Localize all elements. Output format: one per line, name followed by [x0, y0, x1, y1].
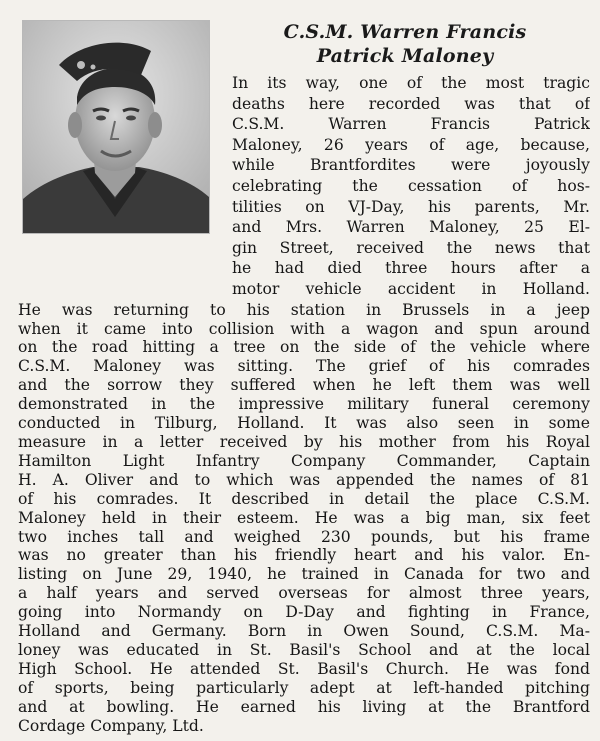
body-line: deaths here recorded was that of	[232, 94, 590, 113]
body-line: tilities on VJ-Day, his parents, Mr.	[232, 197, 590, 216]
body-line: while Brantfordites were joyously	[232, 156, 590, 175]
body-line: and at bowling. He earned his living at the Brantford	[18, 697, 590, 716]
portrait-photo	[22, 20, 210, 234]
body-line: In its way, one of the most tragic	[232, 74, 590, 92]
body-line: on the road hitting a tree on the side of the vehicle where	[18, 338, 590, 357]
body-line: motor vehicle accident in Holland.	[232, 280, 590, 298]
body-line: C.S.M. Warren Francis Patrick	[232, 115, 590, 134]
body-line: gin Street, received the news that	[232, 238, 590, 257]
body-line: he had died three hours after a	[232, 259, 590, 278]
body-line: measure in a letter received by his mother from his Royal	[18, 432, 590, 451]
body-line: and Mrs. Warren Maloney, 25 El-	[232, 218, 590, 237]
body-line: H. A. Oliver and to which was appended the names of 81	[18, 470, 590, 489]
body-line: and the sorrow they suffered when he left them was well	[18, 376, 590, 395]
body-line: conducted in Tilburg, Holland. It was also seen in some	[18, 414, 590, 433]
body-line: was no greater than his friendly heart and his valor. En-	[18, 546, 590, 565]
body-line: demonstrated in the impressive military funeral ceremony	[18, 395, 590, 414]
body-line: Cordage Company, Ltd.	[18, 716, 204, 735]
body-line: celebrating the cessation of hos-	[232, 177, 590, 195]
body-line: of his comrades. It described in detail the place C.S.M.	[18, 489, 590, 508]
body-line: two inches tall and weighed 230 pounds, but his frame	[18, 527, 590, 546]
body-line: Maloney held in their esteem. He was a big man, six feet	[18, 508, 590, 527]
title-line-2: Patrick Maloney	[316, 45, 494, 67]
body-line: of sports, being particularly adept at left-handed pitching	[18, 678, 590, 697]
body-line: listing on June 29, 1940, he trained in Canada for two and	[18, 565, 590, 584]
body-line: He was returning to his station in Brussels in a jeep	[18, 300, 590, 319]
body-line: loney was educated in St. Basil's School and at the local	[18, 641, 590, 660]
title-line-1: C.S.M. Warren Francis	[283, 21, 527, 43]
article-title	[222, 20, 588, 68]
body-line: Maloney, 26 years of age, because,	[232, 135, 590, 154]
body-line: when it came into collision with a wagon and spun around	[18, 319, 590, 338]
body-line: Holland and Germany. Born in Owen Sound, C.S.M. Ma-	[18, 622, 590, 641]
body-line: going into Normandy on D-Day and fighting in France,	[18, 603, 590, 622]
body-line: Hamilton Light Infantry Company Commander, Captain	[18, 451, 590, 470]
body-line: a half years and served overseas for almost three years,	[18, 584, 590, 603]
body-line: High School. He attended St. Basil's Church. He was fond	[18, 659, 590, 678]
body-line: C.S.M. Maloney was sitting. The grief of his comrades	[18, 357, 590, 376]
